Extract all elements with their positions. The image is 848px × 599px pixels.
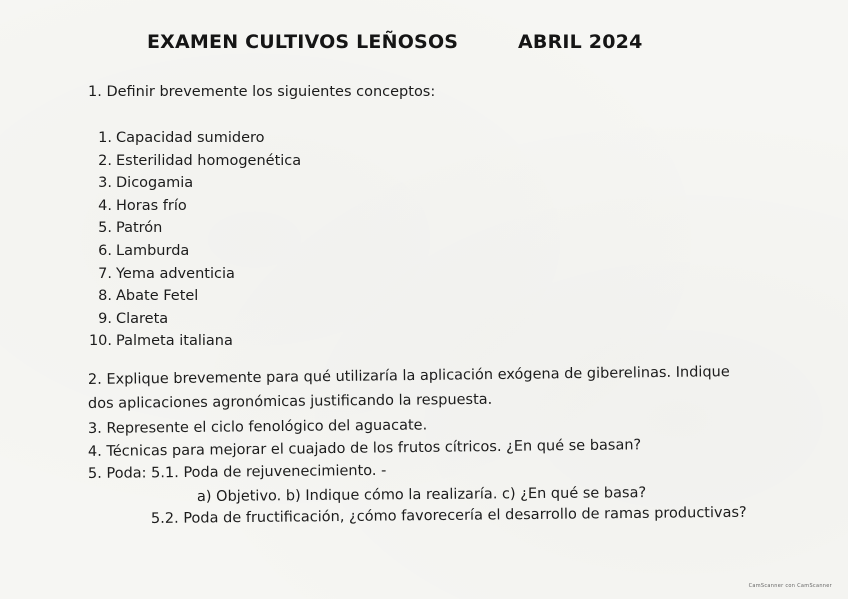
concept-item xyxy=(88,285,301,308)
concept-text: Abate Fetel xyxy=(116,288,199,305)
concept-number: 8. xyxy=(98,288,112,305)
question-5: 5. Poda: 5.1. Poda de rejuvenecimiento. - xyxy=(87,462,387,482)
concept-number: 2. xyxy=(98,152,112,169)
concept-number: 10. xyxy=(88,333,112,350)
concept-text: Palmeta italiana xyxy=(116,333,233,350)
scanner-watermark: CamScanner con CamScanner xyxy=(748,583,832,589)
concept-item xyxy=(88,263,301,286)
concept-item xyxy=(88,172,301,195)
concept-text: Patrón xyxy=(116,220,163,237)
concept-text: Esterilidad homogenética xyxy=(116,152,302,169)
concept-number: 1. xyxy=(98,130,112,146)
concept-item xyxy=(88,308,301,331)
concept-text: Capacidad sumidero xyxy=(116,130,265,146)
question-4: 4. Técnicas para mejorar el cuajado de los frutos cítricos. ¿En qué se basan? xyxy=(87,437,642,460)
concept-item xyxy=(88,150,301,173)
concept-text: Lamburda xyxy=(116,242,190,259)
concept-number: 9. xyxy=(98,310,112,327)
concept-item xyxy=(88,195,301,218)
concept-item xyxy=(88,240,301,263)
concept-text: Clareta xyxy=(116,310,169,327)
concept-text: Yema adventicia xyxy=(116,265,235,282)
concept-text: Dicogamia xyxy=(116,175,194,192)
concept-number: 6. xyxy=(98,242,112,259)
concept-number: 3. xyxy=(98,175,112,192)
concept-number: 5. xyxy=(98,220,112,237)
concept-list xyxy=(88,127,301,353)
concept-item xyxy=(88,127,301,150)
question-2-line-2: dos aplicaciones agronómicas justificando la respuesta. xyxy=(87,391,493,412)
concept-item xyxy=(88,330,301,353)
question-5-1-parts: a) Objetivo. b) Indique cómo la realizaría. c) ¿En qué se basa? xyxy=(196,485,647,505)
concept-number: 4. xyxy=(98,197,112,214)
concept-number: 7. xyxy=(98,265,112,282)
concept-item xyxy=(88,217,301,240)
exam-date: ABRIL 2024 xyxy=(518,31,643,53)
question-5-2: 5.2. Poda de fructificación, ¿cómo favorecería el desarrollo de ramas productivas? xyxy=(150,504,747,527)
question-1-prompt: 1. Definir brevemente los siguientes conceptos: xyxy=(88,84,436,100)
concept-text: Horas frío xyxy=(116,197,187,214)
question-2-line-1: 2. Explique brevemente para qué utilizaría la aplicación exógena de giberelinas. Indique xyxy=(87,364,730,388)
question-3: 3. Represente el ciclo fenológico del aguacate. xyxy=(87,417,428,437)
exam-title: EXAMEN CULTIVOS LEÑOSOS xyxy=(147,31,459,53)
